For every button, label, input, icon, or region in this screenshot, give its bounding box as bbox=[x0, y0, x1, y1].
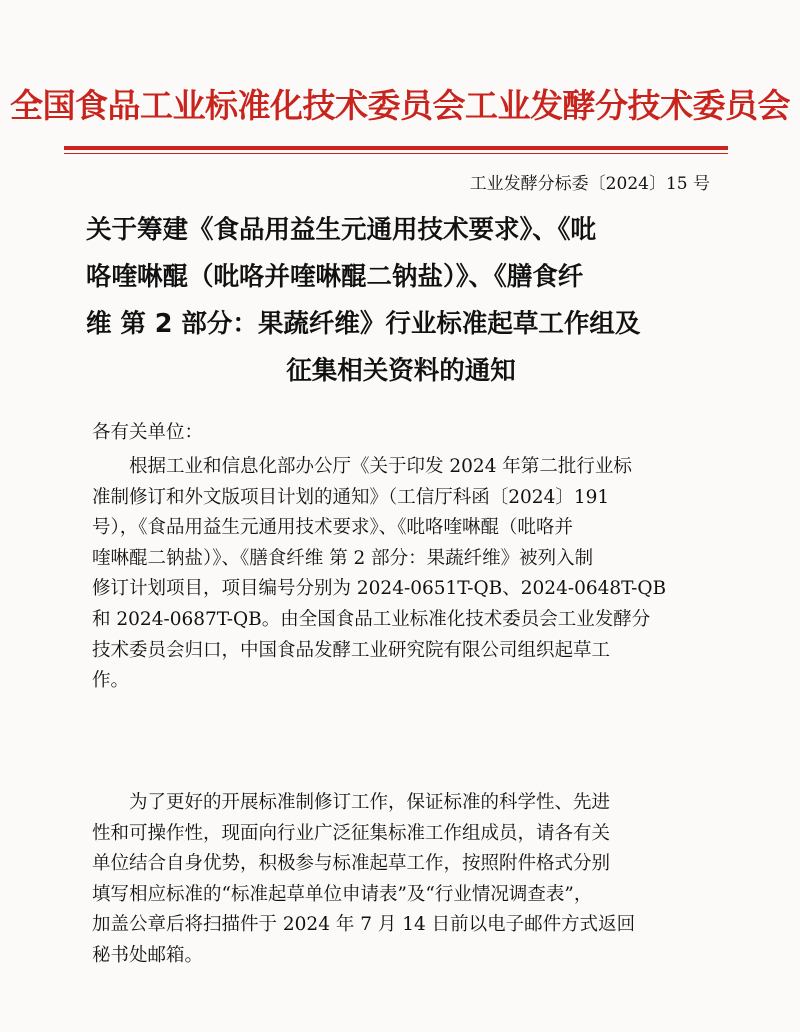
paragraph-line: 技术委员会归口，中国食品发酵工业研究院有限公司组织起草工 bbox=[92, 639, 611, 661]
paragraph-line: 和 2024-0687T-QB。由全国食品工业标准化技术委员会工业发酵分 bbox=[92, 608, 651, 630]
paragraph-line: 根据工业和信息化部办公厅《关于印发 2024 年第二批行业标 bbox=[129, 456, 632, 477]
title-line: 咯喹啉醌（吡咯并喹啉醌二钠盐）》、《膳食纤 bbox=[86, 262, 584, 292]
paragraph-line: 加盖公章后将扫描件于 2024 年 7 月 14 日前以电子邮件方式返回 bbox=[92, 914, 636, 936]
paragraph-line: 喹啉醌二钠盐）》、《膳食纤维 第 2 部分：果蔬纤维》被列入制 bbox=[92, 547, 594, 569]
title-line: 征集相关资料的通知 bbox=[286, 356, 516, 386]
paragraph-line: 秘书处邮箱。 bbox=[92, 944, 204, 966]
document-number: 工业发酵分标委〔2024〕15 号 bbox=[469, 174, 710, 194]
paragraph-line: 性和可操作性，现面向行业广泛征集标准工作组成员，请各有关 bbox=[92, 822, 611, 844]
document-title bbox=[86, 207, 716, 395]
body-paragraph bbox=[92, 788, 717, 972]
paragraph-line: 填写相应标准的“标准起草单位申请表”及“行业情况调查表”， bbox=[92, 883, 593, 905]
organization-header: 全国食品工业标准化技术委员会工业发酵分技术委员会 bbox=[10, 86, 790, 125]
header-red-rule-thin bbox=[64, 153, 728, 154]
paragraph-line: 号），《食品用益生元通用技术要求》、《吡咯喹啉醌（吡咯并 bbox=[92, 517, 574, 539]
salutation: 各有关单位： bbox=[92, 422, 204, 443]
paragraph-line: 单位结合自身优势，积极参与标准起草工作，按照附件格式分别 bbox=[92, 853, 611, 875]
body-paragraph bbox=[92, 452, 717, 697]
paragraph-line: 作。 bbox=[92, 670, 130, 692]
paragraph-line: 修订计划项目，项目编号分别为 2024-0651T-QB、2024-0648T-QB bbox=[92, 578, 667, 600]
title-line: 关于筹建《食品用益生元通用技术要求》、《吡 bbox=[86, 215, 597, 245]
paragraph-line: 为了更好的开展标准制修订工作，保证标准的科学性、先进 bbox=[129, 792, 611, 813]
title-line: 维 第 2 部分：果蔬纤维》行业标准起草工作组及 bbox=[86, 309, 641, 339]
header-red-rule bbox=[64, 146, 728, 150]
paragraph-line: 准制修订和外文版项目计划的通知》（工信厅科函〔2024〕191 bbox=[92, 486, 610, 508]
